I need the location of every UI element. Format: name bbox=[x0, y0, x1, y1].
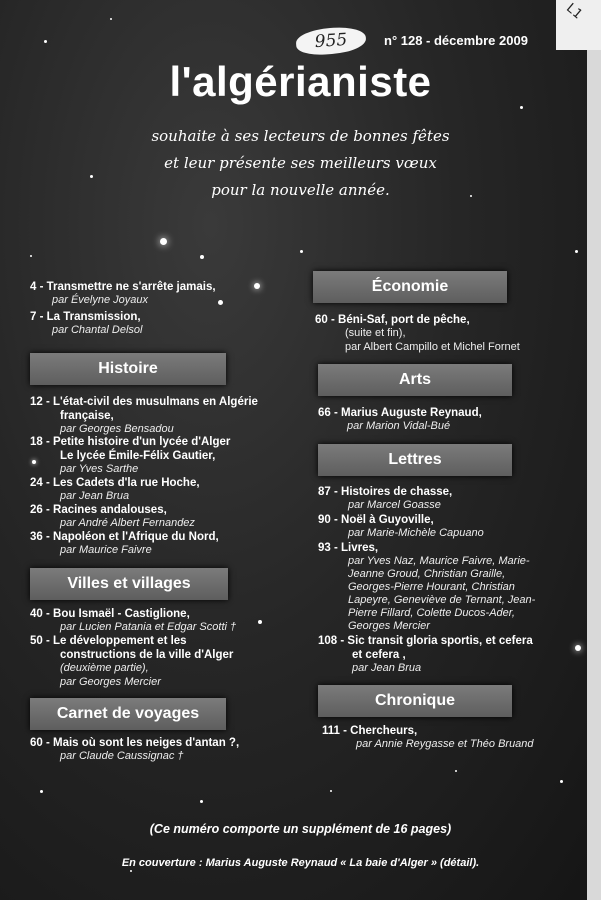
handwritten-number: 955 bbox=[295, 26, 367, 57]
toc-entry-title: 93 - Livres, bbox=[318, 542, 379, 554]
toc-entry-title: 4 - Transmettre ne s'arrête jamais, bbox=[30, 281, 216, 293]
toc-entry-author: par Évelyne Joyaux bbox=[52, 294, 148, 306]
toc-entry-title: 50 - Le développement et les bbox=[30, 635, 187, 647]
toc-entry-author: par Georges Bensadou bbox=[60, 423, 174, 435]
section-heading-arts: Arts bbox=[318, 364, 512, 396]
toc-entry-title: 60 - Béni-Saf, port de pêche, bbox=[315, 314, 470, 326]
toc-entry-author: par Georges Mercier bbox=[60, 676, 161, 688]
issue-number: n° 128 - décembre 2009 bbox=[384, 33, 528, 48]
toc-entry-author-line: Pierre Fillard, Colette Ducos-Ader, bbox=[348, 607, 515, 619]
toc-entry-author: par Marion Vidal-Bué bbox=[347, 420, 451, 432]
toc-entry-title: 7 - La Transmission, bbox=[30, 311, 141, 323]
section-heading-chronique: Chronique bbox=[318, 685, 512, 717]
toc-entry-author: par Lucien Patania et Edgar Scotti † bbox=[60, 621, 237, 633]
toc-entry-note: (deuxième partie), bbox=[60, 662, 149, 674]
toc-entry-author-line: Georges Mercier bbox=[348, 620, 430, 632]
section-heading-villes: Villes et villages bbox=[30, 568, 228, 600]
cover-credit-label: En couverture : bbox=[121, 857, 203, 869]
toc-entry-title: 87 - Histoires de chasse, bbox=[318, 486, 453, 498]
toc-entry-title: 26 - Racines andalouses, bbox=[30, 504, 167, 516]
toc-entry-author: par Jean Brua bbox=[352, 662, 422, 674]
toc-entry-title-cont: Le lycée Émile-Félix Gautier, bbox=[60, 450, 216, 462]
toc-entry-title: 108 - Sic transit gloria sportis, et cefera bbox=[318, 635, 533, 647]
toc-entry-title: 12 - L'état-civil des musulmans en Algérie bbox=[30, 396, 258, 408]
toc-entry-author-line: Jeanne Groud, Christian Graille, bbox=[348, 568, 506, 580]
toc-entry-author: par Marcel Goasse bbox=[348, 499, 441, 511]
magazine-title: l'algérianiste bbox=[169, 58, 432, 105]
toc-entry-author-line: par Yves Naz, Maurice Faivre, Marie- bbox=[348, 555, 530, 567]
toc-entry-title: 66 - Marius Auguste Reynaud, bbox=[318, 407, 482, 419]
greeting-line-3: pour la nouvelle année. bbox=[211, 181, 390, 199]
toc-entry-title: 24 - Les Cadets d'la rue Hoche, bbox=[30, 477, 200, 489]
section-heading-economie: Économie bbox=[313, 271, 507, 303]
toc-entry-title: 111 - Chercheurs, bbox=[322, 725, 418, 737]
cover-credit bbox=[0, 857, 601, 869]
cover-credit-text: Marius Auguste Reynaud « La baie d'Alger » (détail). bbox=[205, 857, 480, 869]
toc-entry-author: par André Albert Fernandez bbox=[60, 517, 195, 529]
toc-entry-author-line: Georges-Pierre Hourant, Christian bbox=[348, 581, 515, 593]
toc-entry-author-line: Lapeyre, Geneviève de Ternant, Jean- bbox=[348, 594, 536, 606]
section-heading-histoire: Histoire bbox=[30, 353, 226, 385]
toc-entry-title-cont: et cefera , bbox=[352, 649, 406, 661]
supplement-note: (Ce numéro comporte un supplément de 16 pages) bbox=[149, 822, 452, 836]
toc-entry-author: par Yves Sarthe bbox=[60, 463, 139, 475]
toc-entry-title: 60 - Mais où sont les neiges d'antan ?, bbox=[30, 737, 240, 749]
greeting-line-1: souhaite à ses lecteurs de bonnes fêtes bbox=[151, 127, 450, 145]
toc-entry-author: par Claude Caussignac † bbox=[60, 750, 184, 762]
toc-entry-note: (suite et fin), bbox=[345, 327, 406, 339]
corner-sticker bbox=[556, 0, 601, 50]
toc-entry-title-cont: française, bbox=[60, 410, 114, 422]
toc-entry-author: par Albert Campillo et Michel Fornet bbox=[345, 341, 520, 353]
section-heading-carnet: Carnet de voyages bbox=[30, 698, 226, 730]
corner-mark: L1 bbox=[563, 0, 585, 23]
toc-entry-title: 36 - Napoléon et l'Afrique du Nord, bbox=[30, 531, 219, 543]
toc-entry-author: par Marie-Michèle Capuano bbox=[348, 527, 484, 539]
toc-entry-title: 40 - Bou Ismaël - Castiglione, bbox=[30, 608, 190, 620]
greeting-line-2: et leur présente ses meilleurs vœux bbox=[164, 154, 437, 172]
section-heading-lettres: Lettres bbox=[318, 444, 512, 476]
toc-entry-author: par Maurice Faivre bbox=[60, 544, 152, 556]
toc-entry-author: par Chantal Delsol bbox=[52, 324, 143, 336]
toc-entry-author: par Jean Brua bbox=[60, 490, 130, 502]
toc-entry-title: 90 - Noël à Guyoville, bbox=[318, 514, 434, 526]
toc-entry-author: par Annie Reygasse et Théo Bruand bbox=[356, 738, 534, 750]
toc-entry-title-cont: constructions de la ville d'Alger bbox=[60, 649, 234, 661]
toc-entry-title: 18 - Petite histoire d'un lycée d'Alger bbox=[30, 436, 231, 448]
